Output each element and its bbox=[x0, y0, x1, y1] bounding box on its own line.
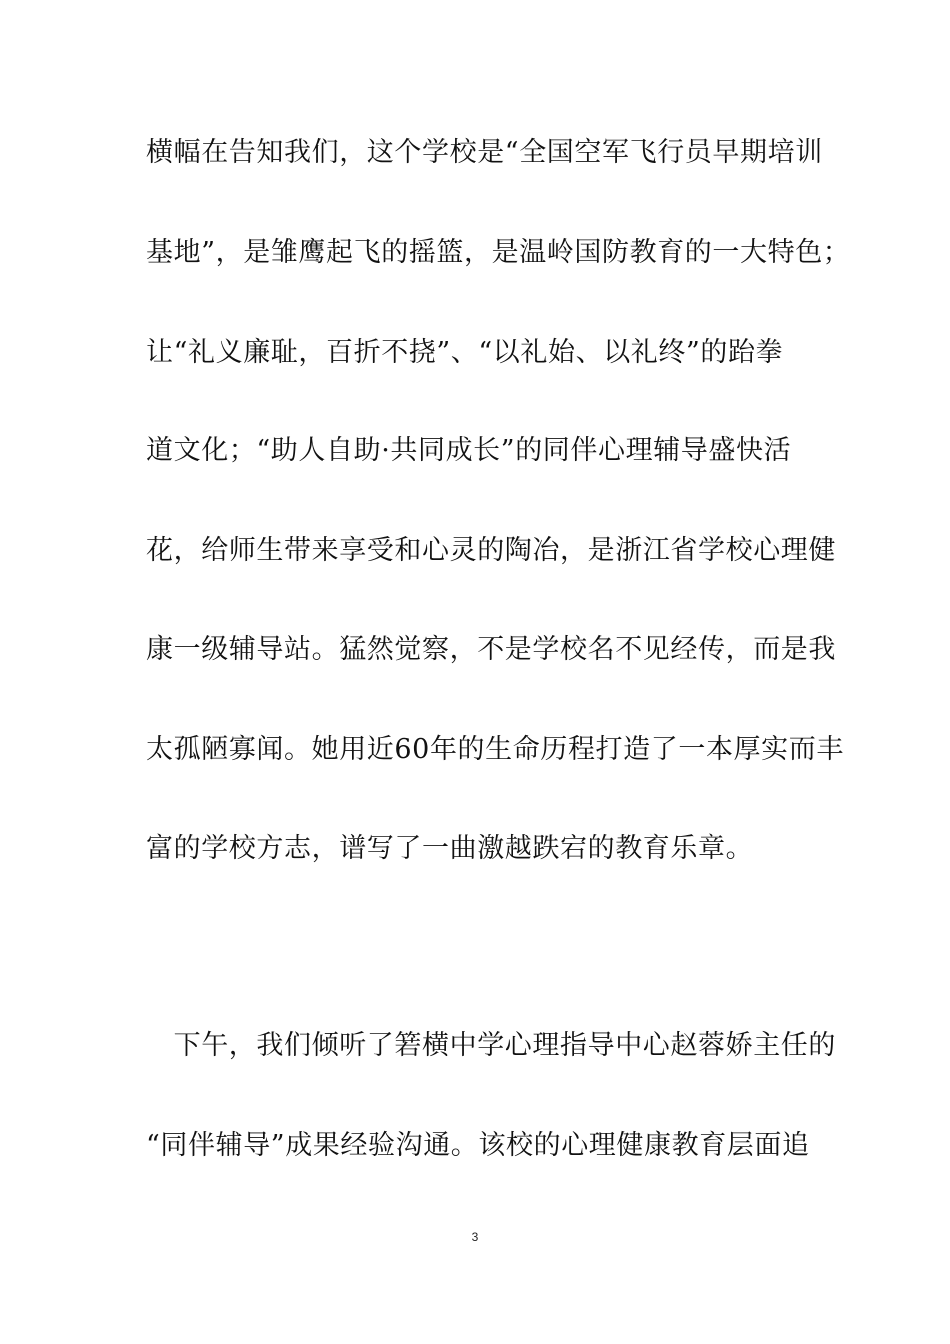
page-number: 3 bbox=[471, 1230, 479, 1244]
body-text-line: 太孤陋寡闻。她用近60年的生命历程打造了一本厚实而丰 bbox=[146, 734, 844, 765]
body-text-line: 花，给师生带来享受和心灵的陶冶，是浙江省学校心理健 bbox=[146, 535, 836, 566]
body-text-line: 基地”，是雏鹰起飞的摇篮，是温岭国防教育的一大特色； bbox=[146, 237, 851, 268]
body-text-line: 富的学校方志，谱写了一曲激越跌宕的教育乐章。 bbox=[146, 833, 754, 864]
body-text-line: 道文化；“助人自助·共同成长”的同伴心理辅导盛快活 bbox=[146, 435, 792, 466]
body-text-line: “同伴辅导”成果经验沟通。该校的心理健康教育层面追 bbox=[146, 1130, 810, 1161]
body-text-line: 下午，我们倾听了箬横中学心理指导中心赵蓉娇主任的 bbox=[146, 1030, 836, 1061]
body-text-line: 横幅在告知我们，这个学校是“全国空军飞行员早期培训 bbox=[146, 137, 823, 168]
body-text-line: 康一级辅导站。猛然觉察，不是学校名不见经传，而是我 bbox=[146, 634, 836, 665]
body-text-line: 让“礼义廉耻，百折不挠”、“以礼始、以礼终”的跆拳 bbox=[146, 337, 784, 368]
